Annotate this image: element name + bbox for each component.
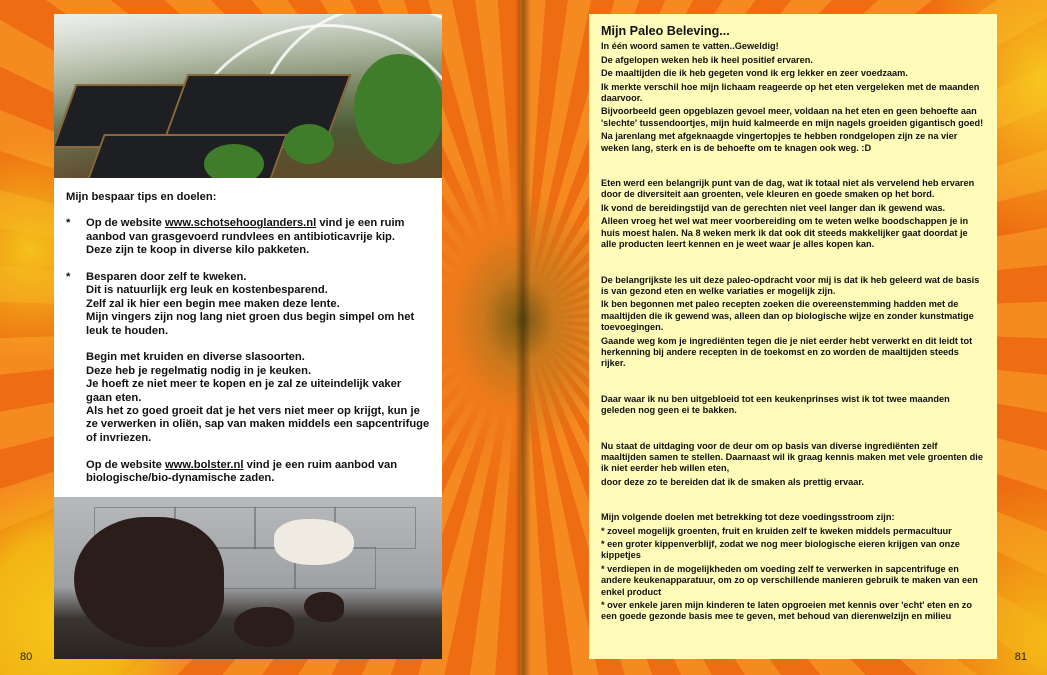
goal-item: * zoveel mogelijk groenten, fruit en kruiden zelf te kweken middels permacultuur <box>601 525 952 536</box>
herbs-paragraph <box>66 351 430 445</box>
tip2-line: Mijn vingers zijn nog lang niet groen dus begin simpel om het leuk te houden. <box>86 311 415 337</box>
page-number-left: 80 <box>20 651 33 663</box>
goal-item: * over enkele jaren mijn kinderen te laten opgroeien met kennis over 'echt' eten en zo een goede gezonde basis mee te geven, met behoud van dierenwelzijn en milieu <box>601 600 972 622</box>
paragraph: door deze zo te bereiden dat ik de smaken als prettig ervaar. <box>601 476 864 487</box>
tip1-suffix: vind je een ruim aanbod van grasgevoerd rundvlees en antibioticavrije kip. <box>86 217 405 243</box>
paragraph: Ik vond de bereidingstijd van de gerechten niet veel langer dan ik gewend was. <box>601 202 946 213</box>
herbs-line: Deze heb je regelmatig nodig in je keuken. <box>86 364 312 377</box>
bullet-mark: * <box>66 271 71 284</box>
paragraph: Eten werd een belangrijk punt van de dag, wat ik totaal niet als vervelend heb ervaren door de diversiteit aan groenten, vele kleuren en goede smaken op het bord. <box>601 178 975 200</box>
book-spine <box>515 0 531 675</box>
paragraph: Gaande weg kom je ingrediënten tegen die je niet eerder hebt verwerkt en dit leidt tot herkenning bij andere recepten in de toekomst en zo worden de maaltijden steeds rijker. <box>601 335 973 369</box>
bolster-text <box>86 459 430 486</box>
tip2-line: Besparen door zelf te kweken. <box>86 271 247 284</box>
paragraph: Nu staat de uitdaging voor de deur om op basis van diverse ingrediënten zelf maaltijden samen te stellen. Daarnaast wil ik graag kennis maken met vele groenten die ik niet eerder heb willen eten, <box>601 440 983 474</box>
tip1-prefix: Op de website <box>86 217 165 230</box>
paragraph: Alleen vroeg het wel wat meer voorbereiding om te weten welke boodschappen je in huis moest halen. Na 8 weken merk ik dat ook dit steeds makkelijker gaat doordat je alle producten leert kennen en je weet waar je alles kopen kan. <box>601 216 969 250</box>
paragraph: In één woord samen te vatten..Geweldig! <box>601 41 779 52</box>
schotsehooglanders-link[interactable]: www.schotsehooglanders.nl <box>164 217 317 230</box>
bolster-paragraph <box>66 459 430 486</box>
bullet-mark: * <box>66 217 71 230</box>
paragraph: Ik merkte verschil hoe mijn lichaam reageerde op het eten vergeleken met de maanden daarvoor. <box>601 81 980 104</box>
tip-schotse-hooglanders <box>66 217 430 257</box>
herbs-line: Als het zo goed groeit dat je het vers niet meer op krijgt, kun je ze verwerken in oliën, sap van maken middels een sapcentrifuge of invriezen. <box>86 405 430 444</box>
herbs-line: Begin met kruiden en diverse slasoorten. <box>86 351 305 364</box>
paragraph: Ik ben begonnen met paleo recepten zoeken die overeenstemming hadden met de maaltijden die ik gewend was, alleen dan op biologische wijze en zonder kunstmatige toevoegingen. <box>601 299 974 333</box>
bolster-link[interactable]: www.bolster.nl <box>164 458 244 471</box>
herbs-line: Je hoeft ze niet meer te kopen en je zal ze uiteindelijk vaker gaan eten. <box>86 378 402 404</box>
paragraph: De belangrijkste les uit deze paleo-opdracht voor mij is dat ik heb geleerd wat de basis is van gezond eten en welke variaties er mogelijk zijn. <box>601 274 980 296</box>
paragraph: De afgelopen weken heb ik heel positief ervaren. <box>601 54 813 65</box>
tip2-line: Zelf zal ik hier een begin mee maken deze lente. <box>86 297 340 310</box>
tip-zelf-kweken <box>66 271 430 338</box>
bolster-prefix: Op de website <box>86 458 165 471</box>
goal-item: * verdiepen in de mogelijkheden om voeding zelf te verwerken in sapcentrifuge en andere keukenapparatuur, om zo op verschillende manieren gebruik te maken van een enkel product <box>601 563 978 597</box>
tip1-line2: Deze zijn te koop in diverse kilo pakketen. <box>86 244 310 257</box>
paragraph: Na jarenlang met afgeknaagde vingertopjes te hebben rondgelopen zijn ze na vier weken lang, sterk en is de behoefte om te knagen ook weg. :D <box>601 131 958 153</box>
savings-heading: Mijn bespaar tips en doelen: <box>66 191 217 203</box>
savings-tips-panel <box>54 178 442 497</box>
tip2-line: Dit is natuurlijk erg leuk en kostenbesparend. <box>86 284 328 297</box>
left-page <box>0 0 523 675</box>
goal-item: * een groter kippenverblijf, zodat we nog meer biologische eieren krijgen van onze kippetjes <box>601 539 960 561</box>
paleo-title: Mijn Paleo Beleving... <box>601 24 730 38</box>
greenhouse-photo <box>54 14 442 178</box>
tip1-text <box>86 217 430 244</box>
bolster-suffix: vind je een ruim aanbod van biologische/bio-dynamische zaden. <box>86 458 398 485</box>
chickens-dog-photo <box>54 497 442 659</box>
paragraph: De maaltijden die ik heb gegeten vond ik erg lekker en zeer voedzaam. <box>601 68 908 79</box>
page-number-right: 81 <box>1014 651 1027 663</box>
paragraph: Daar waar ik nu ben uitgebloeid tot een keukenprinses wist ik tot twee maanden geleden nog geen ei te bakken. <box>601 393 950 416</box>
paleo-experience-panel <box>589 14 997 659</box>
paragraph: Mijn volgende doelen met betrekking tot deze voedingsstroom zijn: <box>601 512 895 523</box>
paragraph: Bijvoorbeeld geen opgeblazen gevoel meer, voldaan na het eten en geen behoefte aan 'slechte' tussendoortjes, mijn huid kalmeerde en mijn nagels groeiden gigantisch goed! <box>601 106 984 128</box>
